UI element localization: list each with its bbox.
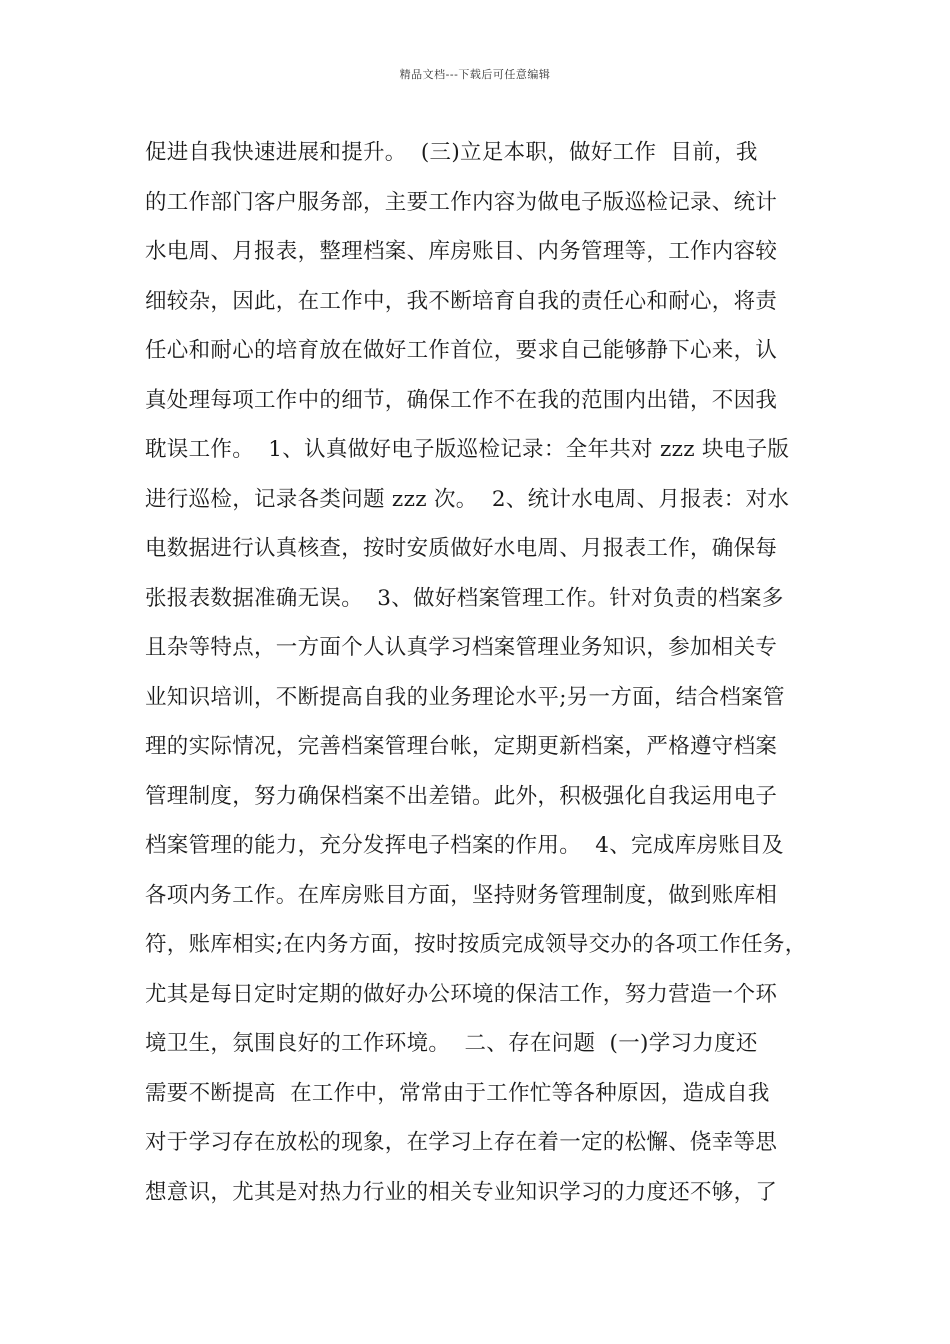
text-line: 进行巡检，记录各类问题 zzz 次。 2、统计水电周、月报表：对水 bbox=[145, 486, 790, 512]
text-line: 各项内务工作。在库房账目方面，坚持财务管理制度，做到账库相 bbox=[145, 882, 778, 908]
text-line: 细较杂，因此，在工作中，我不断培育自我的责任心和耐心，将责 bbox=[145, 288, 778, 314]
text-line: 管理制度，努力确保档案不出差错。此外，积极强化自我运用电子 bbox=[145, 783, 778, 809]
text-line: 耽误工作。 1、认真做好电子版巡检记录：全年共对 zzz 块电子版 bbox=[145, 437, 790, 462]
text-line: 真处理每项工作中的细节，确保工作不在我的范围内出错，不因我 bbox=[145, 387, 778, 413]
text-line: 档案管理的能力，充分发挥电子档案的作用。 4、完成库房账目及 bbox=[145, 833, 784, 858]
text-line: 任心和耐心的培育放在做好工作首位，要求自己能够静下心来，认 bbox=[145, 338, 778, 363]
text-line: 电数据进行认真核查，按时安质做好水电周、月报表工作，确保每 bbox=[145, 536, 778, 561]
text-line: 且杂等特点，一方面个人认真学习档案管理业务知识，参加相关专 bbox=[145, 635, 778, 660]
text-line: 业知识培训，不断提高自我的业务理论水平;另一方面，结合档案管 bbox=[145, 684, 785, 710]
text-line: 水电周、月报表，整理档案、库房账目、内务管理等，工作内容较 bbox=[145, 239, 778, 264]
text-line: 促进自我快速进展和提升。 (三)立足本职，做好工作 目前，我 bbox=[145, 140, 758, 165]
text-line: 的工作部门客户服务部，主要工作内容为做电子版巡检记录、统计 bbox=[145, 189, 778, 215]
page-header: 精品文档---下载后可任意编辑 bbox=[399, 68, 551, 81]
text-line: 对于学习存在放松的现象，在学习上存在着一定的松懈、侥幸等思 bbox=[145, 1130, 778, 1155]
text-line: 境卫生，氛围良好的工作环境。 二、存在问题 (一)学习力度还 bbox=[145, 1031, 758, 1056]
text-line: 想意识，尤其是对热力行业的相关专业知识学习的力度还不够，了 bbox=[145, 1179, 778, 1205]
text-line: 符，账库相实;在内务方面，按时按质完成领导交办的各项工作任务， bbox=[145, 932, 807, 957]
body-text bbox=[145, 128, 825, 1217]
text-line: 尤其是每日定时定期的做好办公环境的保洁工作，努力营造一个环 bbox=[145, 981, 778, 1007]
text-line: 张报表数据准确无误。 3、做好档案管理工作。针对负责的档案多 bbox=[145, 585, 784, 611]
text-line: 需要不断提高 在工作中，常常由于工作忙等各种原因，造成自我 bbox=[145, 1080, 770, 1106]
text-line: 理的实际情况，完善档案管理台帐，定期更新档案，严格遵守档案 bbox=[145, 734, 778, 759]
